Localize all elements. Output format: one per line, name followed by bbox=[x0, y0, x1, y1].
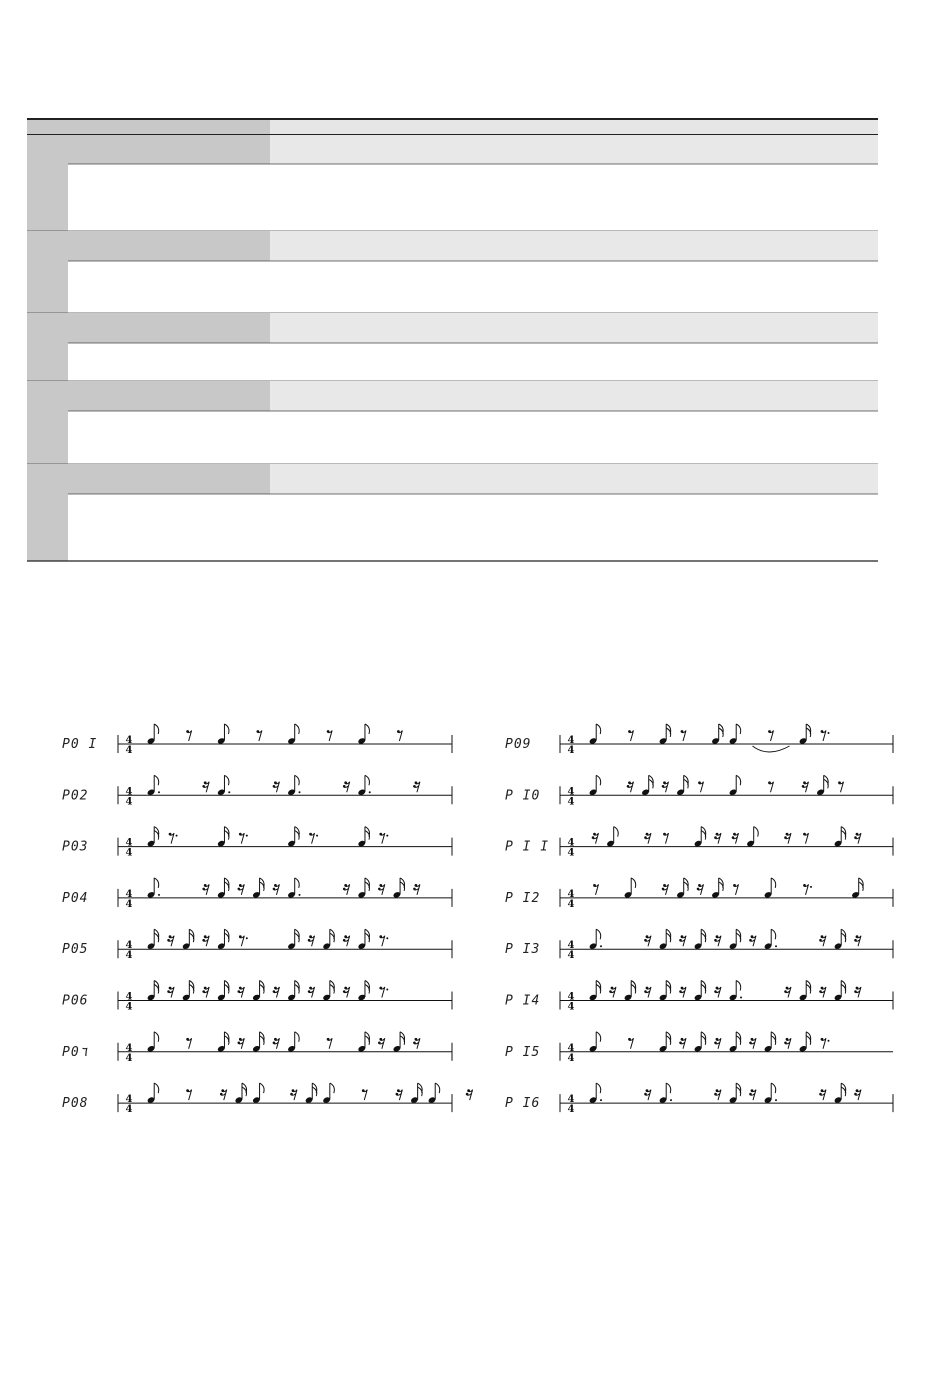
note-sixteenth bbox=[182, 981, 194, 1002]
rest-sixteenth bbox=[854, 833, 861, 844]
note-sixteenth bbox=[851, 878, 863, 899]
pattern-label: P09 bbox=[505, 737, 532, 752]
rest-sixteenth bbox=[273, 781, 280, 792]
rest-eighth bbox=[768, 730, 773, 741]
rest-sixteenth bbox=[290, 1089, 297, 1100]
note-sixteenth bbox=[410, 1083, 422, 1104]
note-eighth bbox=[217, 724, 229, 745]
pattern-label: P03 bbox=[62, 839, 89, 855]
note-sixteenth bbox=[676, 878, 688, 899]
rest-eighth bbox=[628, 730, 633, 741]
note-sixteenth bbox=[322, 981, 334, 1002]
rest-sixteenth bbox=[819, 987, 826, 998]
time-signature-top: 4 bbox=[125, 837, 133, 849]
rest-eighth bbox=[186, 730, 191, 741]
rest-sixteenth bbox=[592, 833, 599, 844]
note-sixteenth bbox=[217, 1032, 229, 1053]
note-eighth bbox=[428, 1083, 440, 1104]
pattern-label: P I0 bbox=[505, 788, 541, 804]
note-sixteenth bbox=[252, 878, 264, 899]
rest-sixteenth bbox=[714, 935, 721, 946]
rest-eighth bbox=[768, 781, 773, 792]
time-signature-bottom: 4 bbox=[567, 1001, 575, 1013]
pattern-label: P0٦ bbox=[62, 1044, 88, 1060]
rest-sixteenth bbox=[714, 1089, 721, 1100]
rest-sixteenth bbox=[413, 884, 420, 895]
rest-eighth bbox=[821, 730, 830, 741]
time-signature-bottom: 4 bbox=[567, 847, 575, 859]
rhythm-row bbox=[62, 929, 452, 961]
note-dotted-eighth bbox=[147, 878, 160, 899]
time-signature-top: 4 bbox=[125, 991, 133, 1003]
pattern-label: P06 bbox=[62, 993, 89, 1009]
rest-sixteenth bbox=[413, 781, 420, 792]
note-dotted-eighth bbox=[729, 981, 742, 1002]
rhythm-column-right bbox=[505, 724, 893, 1115]
rest-sixteenth bbox=[238, 1038, 245, 1049]
rest-sixteenth bbox=[749, 1038, 756, 1049]
time-signature-bottom: 4 bbox=[125, 950, 133, 962]
rhythm-row bbox=[62, 724, 452, 756]
rest-eighth bbox=[362, 1089, 367, 1100]
tie bbox=[753, 746, 790, 752]
note-dotted-eighth bbox=[764, 1083, 777, 1104]
rhythm-row bbox=[505, 929, 893, 961]
note-sixteenth bbox=[834, 981, 846, 1002]
rest-sixteenth bbox=[220, 1089, 227, 1100]
rest-sixteenth bbox=[644, 1089, 651, 1100]
rhythm-row bbox=[62, 827, 452, 859]
note-eighth bbox=[147, 1083, 159, 1104]
rest-sixteenth bbox=[627, 781, 634, 792]
rest-eighth bbox=[239, 935, 248, 946]
rest-eighth bbox=[803, 833, 808, 844]
time-signature-top: 4 bbox=[567, 991, 575, 1003]
rhythm-row bbox=[62, 775, 452, 807]
rest-sixteenth bbox=[167, 987, 174, 998]
note-sixteenth bbox=[816, 775, 828, 796]
note-eighth bbox=[147, 724, 159, 745]
rest-sixteenth bbox=[732, 833, 739, 844]
rest-sixteenth bbox=[167, 935, 174, 946]
rest-sixteenth bbox=[714, 1038, 721, 1049]
rest-sixteenth bbox=[609, 987, 616, 998]
rhythm-row bbox=[62, 878, 452, 910]
rest-sixteenth bbox=[679, 935, 686, 946]
time-signature-bottom: 4 bbox=[125, 796, 133, 808]
rest-sixteenth bbox=[749, 1089, 756, 1100]
time-signature-top: 4 bbox=[125, 786, 133, 798]
pattern-label: P I2 bbox=[505, 890, 541, 906]
note-dotted-eighth bbox=[589, 1083, 602, 1104]
rest-sixteenth bbox=[378, 884, 385, 895]
pattern-label: P I I bbox=[505, 839, 550, 855]
rhythm-row bbox=[505, 827, 893, 859]
rest-eighth bbox=[327, 1038, 332, 1049]
note-sixteenth bbox=[287, 981, 299, 1002]
note-sixteenth bbox=[659, 1032, 671, 1053]
note-dotted-eighth bbox=[217, 775, 230, 796]
pattern-label: P I4 bbox=[505, 993, 541, 1009]
note-eighth bbox=[322, 1083, 334, 1104]
note-sixteenth bbox=[641, 775, 653, 796]
note-sixteenth bbox=[252, 1032, 264, 1053]
note-dotted-eighth bbox=[287, 878, 300, 899]
note-sixteenth bbox=[729, 1032, 741, 1053]
note-eighth bbox=[746, 827, 758, 848]
note-sixteenth bbox=[357, 878, 369, 899]
pattern-label: P0 I bbox=[62, 737, 98, 752]
note-sixteenth bbox=[799, 724, 811, 745]
note-sixteenth bbox=[217, 929, 229, 950]
rest-eighth bbox=[628, 1038, 633, 1049]
rest-sixteenth bbox=[714, 833, 721, 844]
rhythm-row bbox=[505, 724, 893, 756]
rest-eighth bbox=[256, 730, 261, 741]
rest-sixteenth bbox=[679, 1038, 686, 1049]
rest-sixteenth bbox=[273, 1038, 280, 1049]
rest-sixteenth bbox=[308, 987, 315, 998]
pattern-label: P04 bbox=[62, 890, 89, 906]
note-sixteenth bbox=[834, 1083, 846, 1104]
time-signature-top: 4 bbox=[125, 1042, 133, 1054]
time-signature-bottom: 4 bbox=[567, 796, 575, 808]
rest-sixteenth bbox=[413, 1038, 420, 1049]
note-sixteenth bbox=[659, 981, 671, 1002]
time-signature-bottom: 4 bbox=[125, 1104, 133, 1116]
note-sixteenth bbox=[322, 929, 334, 950]
rest-eighth bbox=[379, 987, 388, 998]
note-sixteenth bbox=[217, 878, 229, 899]
pattern-label: P I6 bbox=[505, 1096, 541, 1112]
rhythm-row bbox=[505, 1083, 893, 1115]
rest-sixteenth bbox=[308, 935, 315, 946]
rest-sixteenth bbox=[802, 781, 809, 792]
time-signature-bottom: 4 bbox=[125, 898, 133, 910]
note-sixteenth bbox=[357, 827, 369, 848]
note-sixteenth bbox=[393, 878, 405, 899]
rhythm-row bbox=[505, 878, 893, 910]
rest-sixteenth bbox=[784, 1038, 791, 1049]
note-eighth bbox=[589, 775, 601, 796]
rest-sixteenth bbox=[396, 1089, 403, 1100]
rest-eighth bbox=[169, 833, 178, 844]
rhythm-row bbox=[505, 775, 893, 807]
note-sixteenth bbox=[357, 981, 369, 1002]
note-sixteenth bbox=[694, 1032, 706, 1053]
rest-sixteenth bbox=[644, 935, 651, 946]
note-eighth bbox=[589, 724, 601, 745]
rest-sixteenth bbox=[378, 1038, 385, 1049]
note-sixteenth bbox=[234, 1083, 246, 1104]
note-sixteenth bbox=[252, 981, 264, 1002]
time-signature-top: 4 bbox=[567, 837, 575, 849]
rest-sixteenth bbox=[273, 987, 280, 998]
note-dotted-eighth bbox=[357, 775, 370, 796]
rest-eighth bbox=[803, 884, 812, 895]
rest-sixteenth bbox=[343, 781, 350, 792]
rest-eighth bbox=[186, 1038, 191, 1049]
note-sixteenth bbox=[393, 1032, 405, 1053]
rest-sixteenth bbox=[202, 781, 209, 792]
rest-eighth bbox=[327, 730, 332, 741]
time-signature-bottom: 4 bbox=[567, 1104, 575, 1116]
rhythm-column-left bbox=[62, 724, 473, 1115]
rest-eighth bbox=[733, 884, 738, 895]
note-eighth bbox=[287, 1032, 299, 1053]
note-sixteenth bbox=[624, 981, 636, 1002]
note-sixteenth bbox=[711, 878, 723, 899]
rest-eighth bbox=[239, 833, 248, 844]
note-dotted-eighth bbox=[589, 929, 602, 950]
rest-sixteenth bbox=[784, 833, 791, 844]
rest-sixteenth bbox=[202, 884, 209, 895]
note-sixteenth bbox=[217, 827, 229, 848]
note-eighth bbox=[252, 1083, 264, 1104]
rest-sixteenth bbox=[784, 987, 791, 998]
note-dotted-eighth bbox=[659, 1083, 672, 1104]
pattern-label: P02 bbox=[62, 788, 89, 804]
time-signature-top: 4 bbox=[125, 940, 133, 952]
note-eighth bbox=[764, 878, 776, 899]
note-eighth bbox=[589, 1032, 601, 1053]
time-signature-bottom: 4 bbox=[125, 1001, 133, 1013]
rest-sixteenth bbox=[854, 935, 861, 946]
rest-eighth bbox=[838, 781, 843, 792]
rest-sixteenth bbox=[819, 935, 826, 946]
rest-sixteenth bbox=[714, 987, 721, 998]
time-signature-top: 4 bbox=[567, 1094, 575, 1106]
note-sixteenth bbox=[147, 929, 159, 950]
note-sixteenth bbox=[659, 929, 671, 950]
note-sixteenth bbox=[357, 1032, 369, 1053]
note-sixteenth bbox=[287, 929, 299, 950]
note-sixteenth bbox=[799, 1032, 811, 1053]
rest-sixteenth bbox=[343, 935, 350, 946]
time-signature-bottom: 4 bbox=[567, 1052, 575, 1064]
note-eighth bbox=[729, 775, 741, 796]
rest-sixteenth bbox=[662, 884, 669, 895]
note-sixteenth bbox=[799, 981, 811, 1002]
note-eighth bbox=[287, 724, 299, 745]
note-eighth bbox=[729, 724, 741, 745]
rest-eighth bbox=[698, 781, 703, 792]
rest-sixteenth bbox=[644, 987, 651, 998]
rest-sixteenth bbox=[819, 1089, 826, 1100]
time-signature-top: 4 bbox=[125, 1094, 133, 1106]
note-eighth bbox=[357, 724, 369, 745]
note-sixteenth bbox=[589, 981, 601, 1002]
time-signature-bottom: 4 bbox=[567, 950, 575, 962]
note-sixteenth bbox=[729, 929, 741, 950]
rest-sixteenth bbox=[238, 884, 245, 895]
rest-eighth bbox=[681, 730, 686, 741]
rest-eighth bbox=[186, 1089, 191, 1100]
time-signature-bottom: 4 bbox=[125, 1052, 133, 1064]
pattern-label: P I3 bbox=[505, 942, 541, 958]
rest-eighth bbox=[821, 1038, 830, 1049]
rest-sixteenth bbox=[662, 781, 669, 792]
time-signature-bottom: 4 bbox=[125, 745, 133, 756]
rest-sixteenth bbox=[854, 987, 861, 998]
rhythm-row bbox=[505, 981, 893, 1013]
rest-sixteenth bbox=[679, 987, 686, 998]
note-sixteenth bbox=[764, 1032, 776, 1053]
note-sixteenth bbox=[834, 929, 846, 950]
time-signature-top: 4 bbox=[567, 940, 575, 952]
note-sixteenth bbox=[147, 827, 159, 848]
note-sixteenth bbox=[676, 775, 688, 796]
pattern-label: P08 bbox=[62, 1096, 89, 1112]
note-eighth bbox=[147, 1032, 159, 1053]
pattern-label: P05 bbox=[62, 942, 89, 958]
note-sixteenth bbox=[305, 1083, 317, 1104]
rhythm-row bbox=[62, 1083, 473, 1115]
note-sixteenth bbox=[357, 929, 369, 950]
rhythm-row bbox=[62, 981, 452, 1013]
rhythm-row bbox=[62, 1032, 452, 1064]
rest-eighth bbox=[379, 935, 388, 946]
time-signature-bottom: 4 bbox=[125, 847, 133, 859]
note-eighth bbox=[624, 878, 636, 899]
note-sixteenth bbox=[729, 1083, 741, 1104]
note-dotted-eighth bbox=[764, 929, 777, 950]
note-dotted-eighth bbox=[147, 775, 160, 796]
rest-sixteenth bbox=[749, 935, 756, 946]
rest-eighth bbox=[663, 833, 668, 844]
note-sixteenth bbox=[694, 929, 706, 950]
note-sixteenth bbox=[694, 981, 706, 1002]
rest-eighth bbox=[397, 730, 402, 741]
rest-sixteenth bbox=[644, 833, 651, 844]
note-sixteenth bbox=[182, 929, 194, 950]
rest-eighth bbox=[379, 833, 388, 844]
note-sixteenth bbox=[694, 827, 706, 848]
time-signature-top: 4 bbox=[567, 1042, 575, 1054]
time-signature-bottom: 4 bbox=[567, 745, 575, 756]
time-signature-top: 4 bbox=[125, 735, 133, 746]
rest-sixteenth bbox=[466, 1089, 473, 1100]
time-signature-top: 4 bbox=[567, 888, 575, 900]
rest-sixteenth bbox=[343, 987, 350, 998]
rest-sixteenth bbox=[343, 884, 350, 895]
note-sixteenth bbox=[287, 827, 299, 848]
note-sixteenth bbox=[659, 724, 671, 745]
pattern-label: P I5 bbox=[505, 1044, 541, 1060]
note-eighth bbox=[606, 827, 618, 848]
rest-sixteenth bbox=[238, 987, 245, 998]
note-sixteenth bbox=[711, 724, 723, 745]
note-sixteenth bbox=[217, 981, 229, 1002]
rest-sixteenth bbox=[202, 987, 209, 998]
rhythm-row bbox=[505, 1032, 893, 1064]
time-signature-top: 4 bbox=[567, 786, 575, 798]
time-signature-top: 4 bbox=[567, 735, 575, 746]
note-sixteenth bbox=[834, 827, 846, 848]
rest-eighth bbox=[309, 833, 318, 844]
note-dotted-eighth bbox=[287, 775, 300, 796]
rest-sixteenth bbox=[854, 1089, 861, 1100]
note-sixteenth bbox=[147, 981, 159, 1002]
time-signature-top: 4 bbox=[125, 888, 133, 900]
rest-sixteenth bbox=[202, 935, 209, 946]
rest-eighth bbox=[593, 884, 598, 895]
time-signature-bottom: 4 bbox=[567, 898, 575, 910]
rest-sixteenth bbox=[697, 884, 704, 895]
rest-sixteenth bbox=[273, 884, 280, 895]
